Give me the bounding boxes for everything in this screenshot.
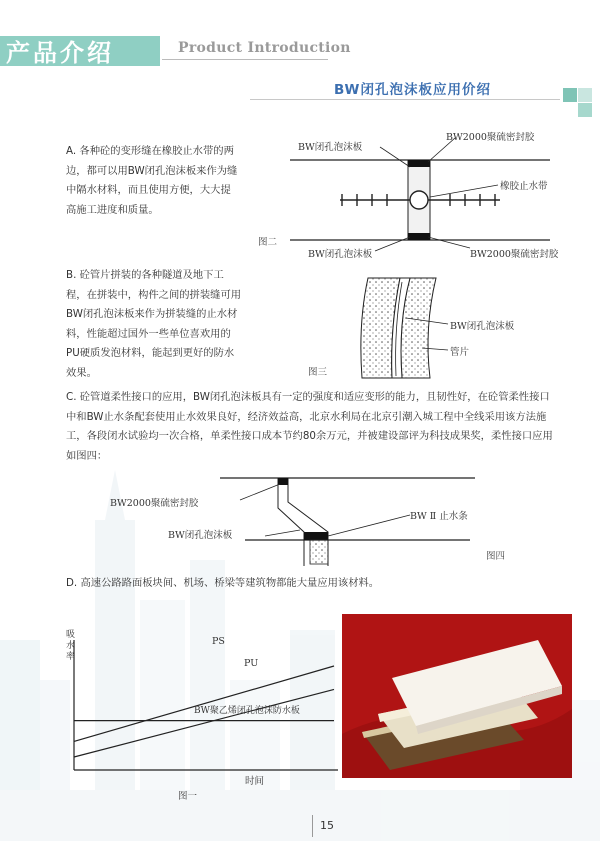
fig2-label-waterstop: 橡胶止水带 <box>500 181 548 192</box>
fig4-label-sealant: BW2000聚硫密封胶 <box>110 498 199 509</box>
fig4-label-strip: BW Ⅱ 止水条 <box>410 511 468 522</box>
fig3-caption: 图三 <box>308 367 328 378</box>
decor-square <box>578 88 592 102</box>
section-title: BW闭孔泡沫板应用价绍 <box>334 82 491 98</box>
page-header-subtitle: Product Introduction <box>178 40 351 56</box>
fig2-label-sealant-top: BW2000聚硫密封胶 <box>446 132 535 143</box>
series-label-pu: PU <box>244 658 259 669</box>
page-number: 15 <box>320 819 334 832</box>
section-divider <box>250 99 560 100</box>
fig1-caption: 图一 <box>178 791 198 802</box>
page-number-divider <box>312 815 313 837</box>
chart-y-label: 吸水率 <box>66 630 76 662</box>
decor-square <box>578 103 592 117</box>
series-label-ps: PS <box>212 636 225 647</box>
fig2-label-board-bottom: BW闭孔泡沫板 <box>308 249 373 260</box>
paragraph-b: B. 砼管片拼装的各种隧道及地下工程，在拼装中，构件之间的拼装缝可用BW闭孔泡沫板来作为拼装缝的止水材料，性能超过国外一些单位喜欢用的PU硬质发泡材料，能起到更好的防水效果。 <box>66 269 242 379</box>
paragraph-c: C. 砼管道柔性接口的应用，BW闭孔泡沫板具有一定的强度和适应变形的能力，且韧性好，在砼管柔性接口中和BW止水条配套使用止水效果良好，经济效益高，北京水利局在北京引潮入城工程中全线采用该方法施工，各段闭水试验均一次合格，单柔性接口成本节约80余万元，并被建设部评为科技成果奖，柔性接口应用如图四： <box>66 391 553 462</box>
foam-board-stack-image <box>342 614 572 778</box>
decor-square <box>563 88 577 102</box>
fig2-caption: 图二 <box>258 237 278 248</box>
fig2-label-board-top: BW闭孔泡沫板 <box>298 142 363 153</box>
paragraph-d: D. 高速公路路面板块间、机场、桥梁等建筑物都能大量应用该材料。 <box>66 577 380 589</box>
fig4-label-board: BW闭孔泡沫板 <box>168 530 233 541</box>
fig2-label-sealant-bottom: BW2000聚硫密封胶 <box>470 249 559 260</box>
series-label-bw: BW聚乙烯闭孔泡沫防水板 <box>194 706 300 716</box>
fig3-label-board: BW闭孔泡沫板 <box>450 321 515 332</box>
header-divider <box>162 59 328 60</box>
fig3-label-pipe: 管片 <box>450 347 470 358</box>
paragraph-a: A. 各种砼的变形缝在橡胶止水带的两边，都可以用BW闭孔泡沫板来作为缝中隔水材料，而且使用方便，大大提高施工进度和质量。 <box>66 145 238 216</box>
fig4-caption: 图四 <box>486 551 506 562</box>
foam-board-photo <box>342 614 572 778</box>
chart-x-label: 时间 <box>245 776 265 787</box>
page-header-title: 产品介绍 <box>6 38 114 67</box>
series-line-pu <box>74 689 334 757</box>
